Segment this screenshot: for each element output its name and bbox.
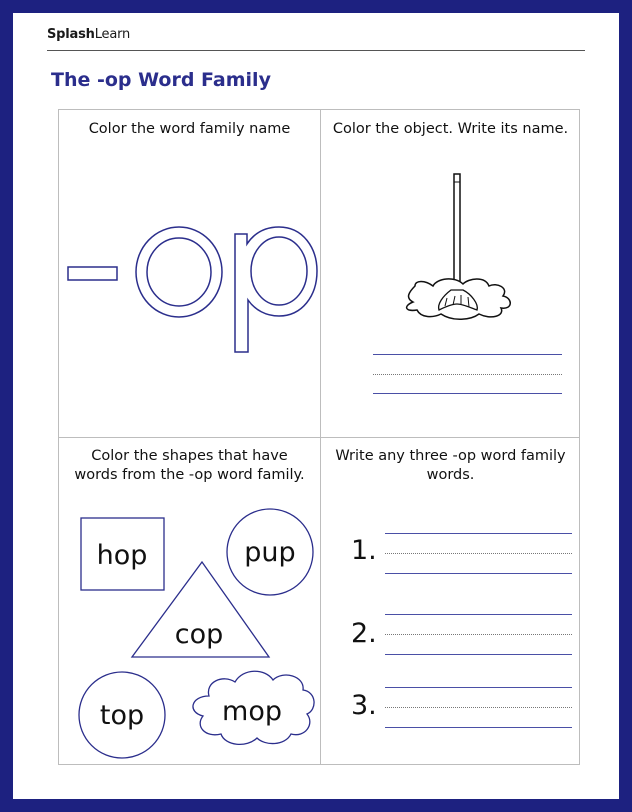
word-pup: pup bbox=[244, 537, 296, 568]
instruction-color-object: Color the object. Write its name. bbox=[332, 121, 569, 137]
write-line-3-bottom[interactable] bbox=[385, 727, 572, 728]
mop-icon bbox=[367, 168, 545, 340]
answer-2: 2. bbox=[351, 618, 377, 649]
word-top: top bbox=[99, 700, 145, 731]
cloud-mop[interactable] bbox=[193, 671, 314, 744]
shapes-area bbox=[59, 502, 320, 766]
word-mop: mop bbox=[222, 696, 282, 727]
letter-p-outline bbox=[235, 227, 317, 352]
answer-1: 1. bbox=[351, 535, 377, 566]
letter-p-inner bbox=[251, 237, 307, 305]
header-divider bbox=[47, 50, 585, 51]
letter-o-outline bbox=[136, 227, 222, 317]
word-cop: cop bbox=[174, 619, 224, 650]
circle-top[interactable] bbox=[79, 672, 165, 758]
dash-outline bbox=[68, 267, 117, 280]
write-line-1-middle[interactable] bbox=[385, 553, 572, 554]
worksheet-page bbox=[13, 13, 619, 799]
letter-o-inner bbox=[147, 238, 211, 306]
write-line-2-top[interactable] bbox=[385, 614, 572, 615]
write-line-mop-top[interactable] bbox=[373, 354, 562, 355]
write-line-3-middle[interactable] bbox=[385, 707, 572, 708]
write-line-2-middle[interactable] bbox=[385, 634, 572, 635]
instruction-color-shapes: Color the shapes that have words from the -op word family. bbox=[74, 448, 305, 483]
instruction-color-family-name: Color the word family name bbox=[88, 121, 291, 137]
instruction-write-three-words: Write any three -op word family words. bbox=[335, 448, 566, 483]
write-line-1-top[interactable] bbox=[385, 533, 572, 534]
write-line-mop-bottom[interactable] bbox=[373, 393, 562, 394]
activity-grid bbox=[58, 109, 580, 765]
square-hop[interactable] bbox=[81, 518, 164, 590]
circle-pup[interactable] bbox=[227, 509, 313, 595]
page-title: The -op Word Family bbox=[51, 69, 271, 91]
grid-horizontal-divider bbox=[59, 437, 579, 438]
big-op-outline-text bbox=[59, 210, 320, 360]
write-line-3-top[interactable] bbox=[385, 687, 572, 688]
write-line-mop-middle[interactable] bbox=[373, 374, 562, 375]
write-line-2-bottom[interactable] bbox=[385, 654, 572, 655]
word-hop: hop bbox=[96, 540, 148, 571]
answer-3: 3. bbox=[351, 690, 377, 721]
write-line-1-bottom[interactable] bbox=[385, 573, 572, 574]
splashlearn-logo: SplashLearn bbox=[47, 27, 131, 42]
